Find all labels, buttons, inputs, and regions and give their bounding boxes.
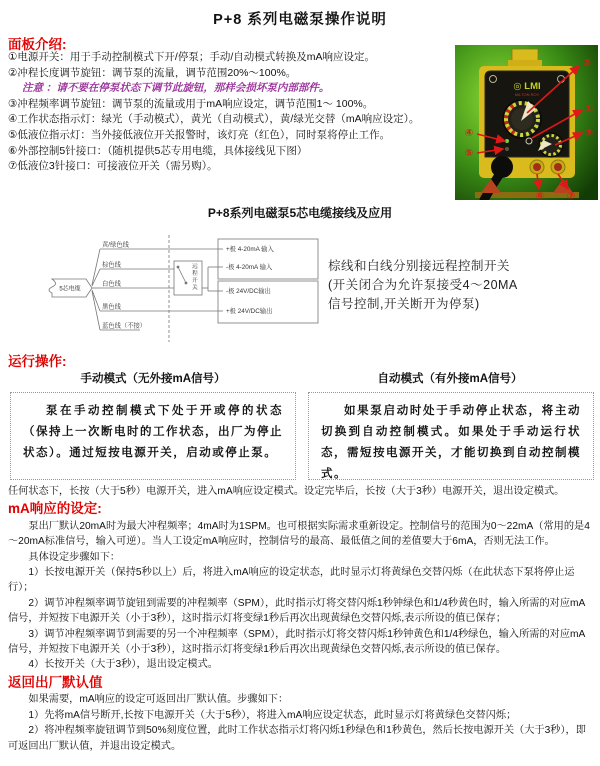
panel-item-6: ⑥外部控制5针接口：（随机提供5芯专用电缆，具体接线见下图） [8,144,308,157]
wire-label-brown: 棕色线 [102,261,121,269]
cable-label: 5芯电缆 [59,286,81,293]
operation-section-heading: 运行操作: [8,354,67,369]
callout-1: ① [584,104,594,115]
wire-label-white: 白色线 [102,280,121,288]
page-title: P+8 系列电磁泵操作说明 [213,12,387,28]
panel-item-7: ⑦低液位3针接口：可接液位开关（需另购）。 [8,160,218,173]
ma-setting-para1: 泵出厂默认20mA时为最大冲程频率；4mA时为1SPM。也可根据实际需求重新设定。控制信号的范围为0～22mA（常用的是4～20mA标准信号，输入可逆）。当人工设定mA响应时，控制信号的最高、最低值之间的差值要大于6mA，否则无法工作。 [8,520,590,548]
auto-mode-box: 如果泵启动时处于手动停止状态，将主动切换到自动控制模式。如果处于手动运行状态，需短按电源开关，才能切换到自动控制模式。 [308,392,594,480]
ma-setting-heading: mA响应的设定: [8,501,102,517]
callout-4: ④ [464,128,474,139]
operation-footer: 任何状态下，长按（大于5秒）电源开关，进入mA响应设定模式。设定完毕后，长按（大于3秒）电源开关，退出设定模式。 [8,486,565,497]
panel-item-3: ③冲程频率调节旋钮：调节泵的流量或用于mA响应设定，调节范围1～ 100%。 [8,97,374,110]
factory-reset-step-2: 2）将冲程频率旋钮调节到50%刻度位置，此时工作状态指示灯将闪烁1秒绿色和1秒黄色，然后长按电源开关（大于3秒），即可返回出厂默认值，并退出设定模式。 [8,725,586,752]
ma-setting-step-2: 2）调节冲程频率调节旋钮到需要的冲程频率（SPM），此时指示灯将交替闪烁1秒钟绿色和1/4秒黄色时，输入所需的对应mA信号，并短按下电源开关（小于3秒），这时指示灯将变绿1秒后再次出现黄绿色交替闪烁,表示所设的值已保存； [8,597,586,625]
callout-3: ③ [584,128,594,139]
panel-item-1: ①电源开关：用于手动控制模式下开/停泵；手动/自动模式转换及mA响应设定。 [8,51,375,63]
status-led [505,139,509,143]
pump-logo: ◎ LMI [513,81,541,92]
terminal-dc-out-plus: +极 24V/DC输出 [226,308,273,315]
panel-section-heading: 面板介绍: [8,37,67,52]
wire-label-blue: 蓝色线（不接） [102,322,147,330]
ma-setting-step-3: 3）调节冲程频率调节到需要的另一个冲程频率（SPM），此时指示灯将交替闪烁1秒钟黄色和1/4秒绿色，输入所需的对应mA信号，并短按下电源开关（小于3秒），这时指示灯将变绿1秒后再次出现黄绿色交替闪烁,表示所设的值已保存。 [8,628,586,656]
stroke-knob-small [538,133,563,157]
pump-logo-sub: MILTON ROY [514,92,540,97]
factory-reset-step-1: 1）先将mA信号断开,长按下电源开关（大于5秒），将进入mA响应设定状态，此时显示灯将黄绿色交替闪烁； [28,709,517,721]
callout-2: ② [582,58,592,69]
auto-mode-title: 自动模式（有外接mA信号） [377,373,523,385]
ma-setting-para2: 具体设定步骤如下： [28,551,121,563]
panel-item-list [8,50,460,175]
callout-6: ⑥ [535,191,545,200]
manual-mode-title: 手动模式（无外接mA信号） [80,373,226,385]
ma-setting-step-4: 4）长按开关（大于3秒），退出设定模式。 [28,659,218,671]
callout-5: ⑤ [464,148,474,159]
callout-7: ⑦ [566,191,576,200]
ma-setting-step-1: 1）长按电源开关（保持5秒以上）后，将进入mA响应的设定状态，此时显示灯将黄绿色交替闪烁（在此状态下泵将停止运行）； [8,567,575,594]
wire-label-black: 黑色线 [102,303,121,311]
terminal-ma-in-minus: -极 4-20mA 输入 [226,264,273,271]
panel-item-5: ⑤低液位指示灯：当外接低液位开关报警时，该灯亮（红色），同时泵将停止工作。 [8,128,391,141]
wire-label-yellow-green: 黄/绿色线 [102,241,129,249]
pin-port-5 [530,160,544,174]
wiring-section-title: P+8系列电磁泵5芯电缆接线及应用 [207,206,393,220]
remote-switch-label: 远程开关 [192,264,198,291]
factory-reset-heading: 返回出厂默认值 [8,674,103,690]
pin-port-3 [551,160,565,174]
factory-reset-para1: 如果需要，mA响应的设定可返回出厂默认值。步骤如下： [28,694,289,706]
panel-item-2: ②冲程长度调节旋钮：调节泵的流量，调节范围20%～100%。 [8,66,297,79]
wiring-diagram [22,234,322,344]
pump-product-photo [455,45,598,200]
body-text [8,484,592,754]
panel-item-4: ④工作状态指示灯：绿光（手动模式），黄光（自动模式），黄/绿光交替（mA响应设定）。 [8,113,420,126]
terminal-ma-in-plus: +极 4-20mA 输入 [226,246,274,253]
panel-note: 注意 ：请不要在停泵状态下调节此旋钮，那样会损坏泵内部部件。 [22,82,330,95]
manual-mode-box: 泵在手动控制模式下处于开或停的状态（保持上一次断电时的工作状态，出厂为停止状态）。通过短按电源开关，启动或停止泵。 [10,392,296,480]
wiring-side-note: 棕线和白线分别接远程控制开关(开关闭合为允许泵接受4～20MA信号控制,开关断开为停泵) [328,259,518,311]
terminal-dc-out-minus: -极 24V/DC输出 [226,288,271,295]
low-level-led [505,147,509,151]
